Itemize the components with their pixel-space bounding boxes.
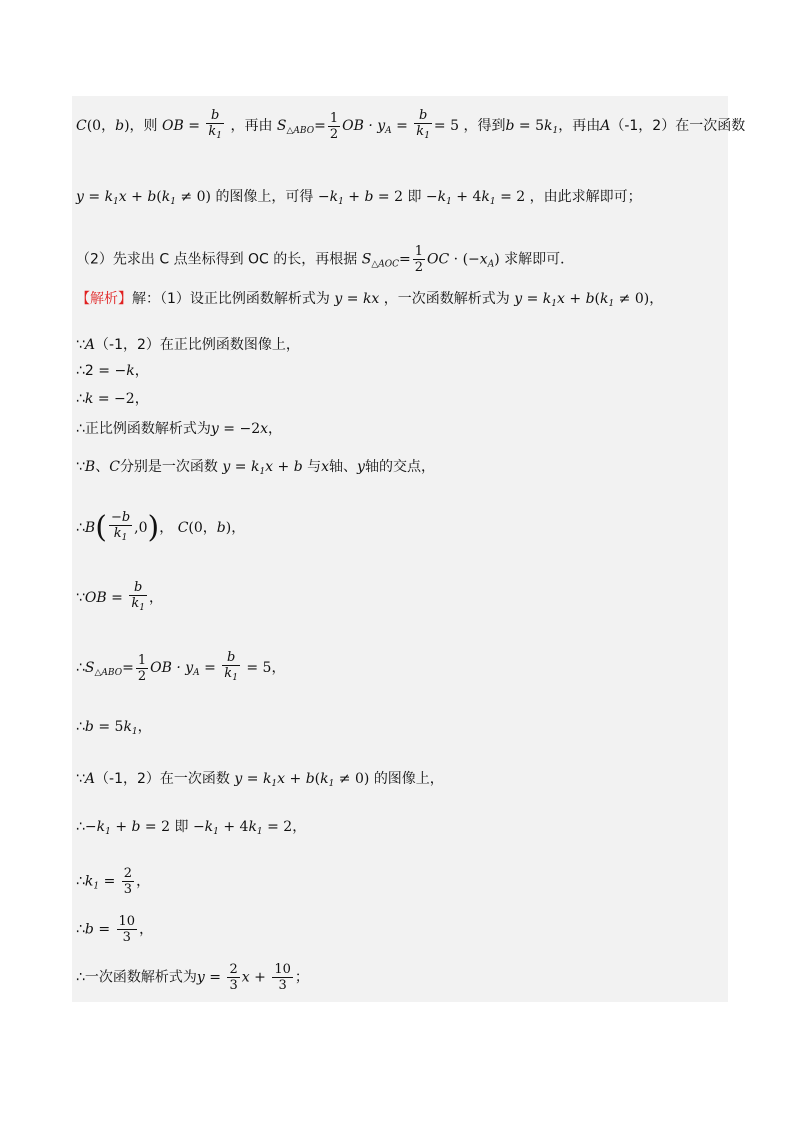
therefore-symbol: ∴ [76,819,85,835]
line-18: ∴一次函数解析式为y = $\frac{2}{3}$ x + $\frac{10}{3}$ ； [76,962,309,993]
text: 即 [407,189,422,205]
line-5: ∵A（-1，2）在正比例函数图像上， [76,337,300,353]
text: 即 [174,819,189,835]
math-c-point: C [76,118,87,134]
text: 在正比例函数图像上， [159,337,300,353]
text: ， [137,719,152,735]
line-10: ∴B( $\frac{-b}{k_1}$ ,0)， C(0，b)， [76,510,246,545]
because-symbol: ∵ [76,771,85,787]
line-15: $\therefore-k_1 + b = 2$ 即 $-k_1 + 4k_1 = 2$， [76,819,307,837]
line-3: （2）先求出 C 点坐标得到 OC 的长，再根据 $S_{\triangle AOC}=$ $\frac{1}{2}$ OC · $(-x_A)$ 求解即可． [76,244,575,275]
line-11: ∵OB = $\frac{b}{k_1}$ ， [76,580,163,616]
line-6: ∴2 = −k， [76,363,149,379]
text: ，再由 [558,118,601,134]
fraction: $\frac{10}{3}$ [118,914,136,945]
therefore-symbol: ∴ [76,363,85,379]
text: 的图像上，可得 [215,189,314,205]
text: （2）先求出 C 点坐标得到 OC 的长，再根据 [76,251,358,268]
text: 与 [307,459,322,475]
fraction-half: $\frac{1}{2}$ [137,652,147,684]
line-7: ∴k = −2， [76,391,149,407]
fraction: $\frac{b}{k_1}$ [208,108,223,141]
text: 、 [95,459,110,475]
text: ， [649,291,664,307]
text: ， [292,819,307,835]
content-panel [72,96,728,1002]
fraction: $\frac{b}{k_1}$ [416,108,430,141]
because-symbol: ∵ [76,337,85,353]
text: 轴的交点， [364,459,435,475]
line-9: ∵B、C分别是一次函数 $y = k_1x + b$ 与x轴、y轴的交点， [76,459,435,477]
therefore-symbol: ∴ [76,660,85,676]
text: ； [294,969,309,986]
therefore-symbol: ∴ [76,520,85,536]
therefore-symbol: ∴ [76,719,85,735]
fraction: $\frac{2}{3}$ [123,866,133,897]
line-16: $\therefore k_1$ = $\frac{2}{3}$ ， [76,866,151,897]
therefore-symbol: ∴ [76,391,85,407]
text: ，则 [129,118,158,134]
line-4: 【解析】解：（1）设正比例函数解析式为 y = kx ，一次函数解析式为 $y = k_1x + b(k_1 \ne 0)$， [76,291,664,309]
text: 正比例函数解析式为 [84,421,211,437]
therefore-symbol: ∴ [76,873,85,890]
text: 在一次函数 [159,771,230,787]
text: ， [268,421,283,437]
text: 解：（1）设正比例函数解析式为 [132,291,330,307]
because-symbol: ∵ [76,590,85,606]
because-symbol: ∵ [76,459,85,475]
text: ，由此求解即可； [529,189,642,205]
text: ，一次函数解析式为 [383,291,510,307]
text: ， [231,520,246,536]
line-13: ∴b = $5k_1$， [76,719,152,737]
fraction: $\frac{-b}{k_1}$ [110,510,131,543]
line-8: ∴正比例函数解析式为y = −2x， [76,421,283,437]
line-14: ∵A（-1，2）在一次函数 $y = k_1x + b(k_1 \ne 0)$ 的图像上， [76,771,444,789]
text: ， [139,921,154,938]
fraction: $\frac{2}{3}$ [229,962,238,993]
text: ， [148,590,163,606]
text: 的图像上， [373,771,444,787]
text: ， [159,520,174,536]
text: 求解即可． [504,251,575,268]
therefore-symbol: ∴ [76,421,85,437]
point-coords: （-1，2） [95,771,160,787]
text: ， [134,391,149,407]
text: ，得到 [463,118,506,134]
fraction: $\frac{b}{k_1}$ [224,650,238,683]
line-17: ∴b = $\frac{10}{3}$ ， [76,914,154,945]
text: 分别是一次函数 [119,459,218,475]
therefore-symbol: ∴ [76,969,85,986]
text: ， [136,873,151,890]
math-ob: OB [161,118,184,134]
text: 轴、 [329,459,358,475]
therefore-symbol: ∴ [76,921,85,938]
text: 一次函数解析式为 [84,969,197,986]
fraction: $\frac{10}{3}$ [274,962,291,993]
fraction-half: $\frac{1}{2}$ [414,244,424,275]
line-2: $y = k_1x + b(k_1 \ne 0)$ 的图像上，可得 $-k_1 + b = 2$ 即 $-k_1 + 4k_1 = 2$ ，由此求解即可； [76,189,642,207]
equation: 2 = − [84,363,127,379]
text: ， [271,660,286,676]
analysis-tag: 【解析】 [76,291,132,307]
fraction-half: $\frac{1}{2}$ [329,110,339,142]
fraction: $\frac{b}{k_1}$ [131,580,145,613]
line-1: C(0，b)，则 OB = $\frac{b}{k_1}$ ，再由 $S_{\triangle ABO}=$ $\frac{1}{2}$ OB · $y_A$ = $\frac{b}{k_1}$ = 5 ，得到$b = 5k_1$，再由A（-1，2）在一次函数 [76,108,745,144]
text: （-1，2）在一次函数 [610,118,746,134]
line-12: $\therefore S_{\triangle ABO}=$ $\frac{1}{2}$ OB · $y_A$ = $\frac{b}{k_1}$ = 5， [76,650,285,686]
text: ，再由 [230,118,273,134]
point-coords: （-1，2） [95,337,160,353]
